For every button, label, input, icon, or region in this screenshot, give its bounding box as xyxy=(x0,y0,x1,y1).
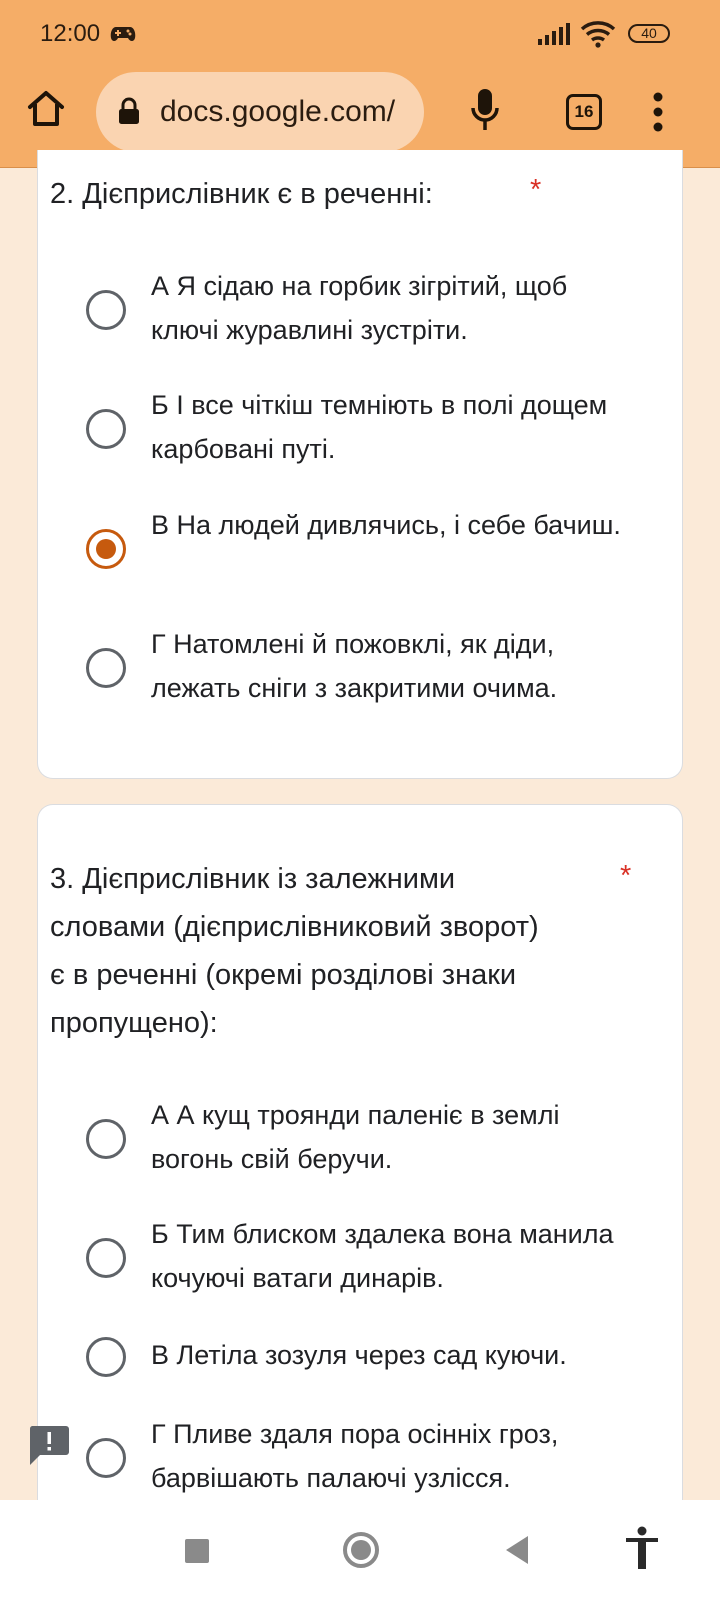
question-title-3: 3. Дієприслівник із залежними словами (дієприслівниковий зворот) є в реченні (окремі розділові знаки пропущено): xyxy=(50,863,539,1039)
url-text: docs.google.com/ xyxy=(160,95,396,128)
radio-button[interactable] xyxy=(86,1238,126,1278)
system-navigation-bar xyxy=(0,1500,720,1600)
radio-button[interactable] xyxy=(86,409,126,449)
option-label: В На людей дивлячись, і себе бачиш. xyxy=(151,510,621,540)
home-icon[interactable] xyxy=(26,88,66,128)
option-label: А А кущ троянди паленіє в землі вогонь свій беручи. xyxy=(151,1100,560,1174)
option-label: А Я сідаю на горбик зігрітий, щоб ключі журавлині зустріти. xyxy=(151,271,568,345)
option-label: Б І все чіткіш темніють в полі дощем карбовані путі. xyxy=(151,390,608,464)
menu-icon[interactable] xyxy=(652,92,664,132)
status-bar xyxy=(0,0,720,68)
signal-icon xyxy=(538,23,572,45)
accessibility-button[interactable] xyxy=(624,1526,660,1570)
radio-button[interactable] xyxy=(86,290,126,330)
feedback-icon[interactable] xyxy=(28,1424,70,1466)
wifi-icon xyxy=(580,20,616,48)
radio-button[interactable] xyxy=(86,1438,126,1478)
home-button[interactable] xyxy=(342,1531,380,1569)
option-label: В Летіла зозуля через сад куючи. xyxy=(151,1340,567,1370)
radio-button[interactable] xyxy=(86,1119,126,1159)
back-button[interactable] xyxy=(504,1535,530,1565)
gamepad-icon xyxy=(110,25,136,43)
address-bar[interactable] xyxy=(96,72,424,152)
required-marker: * xyxy=(530,174,542,206)
radio-button-selected[interactable] xyxy=(86,529,126,569)
option-label: Г Пливе здаля пора осінніх гроз, барвішають палаючі узлісся. xyxy=(151,1419,559,1493)
recents-button[interactable] xyxy=(184,1538,210,1564)
tab-switcher-button[interactable]: 16 xyxy=(566,94,602,130)
radio-button[interactable] xyxy=(86,1337,126,1377)
battery-icon: 40 xyxy=(628,24,670,43)
clock: 12:00 xyxy=(40,20,101,47)
required-marker: * xyxy=(620,860,632,892)
lock-icon xyxy=(118,97,140,125)
option-label: Г Натомлені й пожовклі, як діди, лежать сніги з закритими очима. xyxy=(151,629,558,703)
option-label: Б Тим блиском здалека вона манила кочуючі ватаги динарів. xyxy=(151,1219,614,1293)
radio-button[interactable] xyxy=(86,648,126,688)
microphone-icon[interactable] xyxy=(470,88,500,132)
question-title-2: 2. Дієприслівник є в реченні: xyxy=(50,178,433,210)
browser-chrome xyxy=(0,0,720,168)
